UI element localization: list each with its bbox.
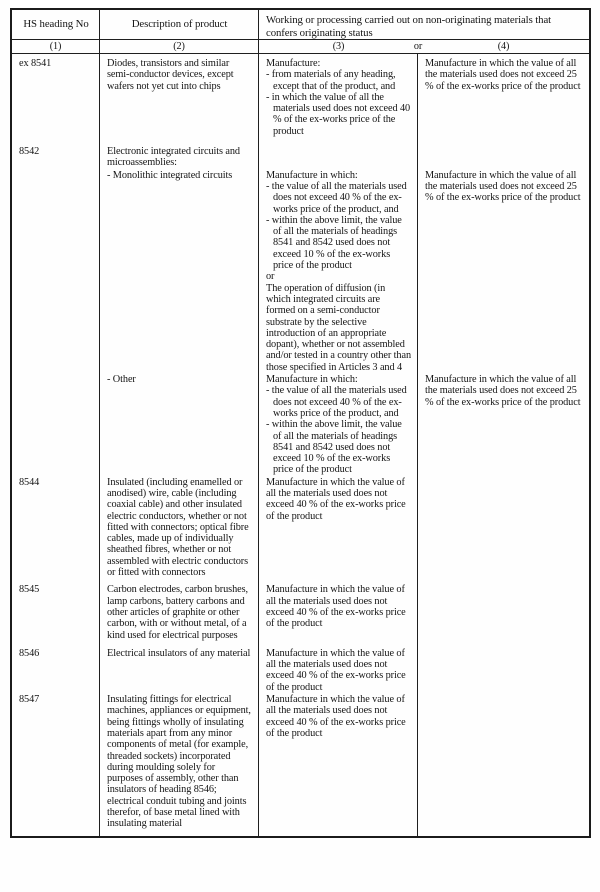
row-8542-monolithic-rule-col4: [418, 169, 589, 373]
cell-paragraph: Manufacture in which the value of all the materials used does not exceed 40 % of the ex-works price of the product: [266, 584, 406, 630]
hs-number: 8545: [19, 584, 40, 596]
row-8542-monolithic-hs-heading: [12, 169, 100, 373]
header-hs-heading-no: HS heading No: [12, 10, 100, 40]
cell-paragraph: Carbon electrodes, carbon brushes, lamp carbons, battery carbons and other articles of graphite or other carbon, with or without metal, of a kind used for electrical purposes: [107, 584, 248, 641]
hs-number: 8542: [19, 146, 40, 158]
row-8542-rule-col4: [418, 137, 589, 169]
row-8545-rule-col4: [418, 578, 589, 640]
cell-paragraph: Manufacture in which the value of all the materials used does not exceed 40 % of the ex-works price of the product: [266, 476, 406, 522]
row-8547-hs-heading: [12, 693, 100, 836]
row-8544-rule-col3: [259, 476, 418, 579]
cell-paragraph: Electrical insulators of any material: [107, 647, 251, 659]
column-number-4: (4): [497, 41, 510, 52]
row-ex8541-rule-col3: [259, 54, 418, 137]
cell-paragraph: - Monolithic integrated circuits: [107, 169, 233, 181]
cell-paragraph: - in which the value of all the materials used does not exceed 40 % of the ex-works price of the product: [266, 91, 411, 137]
cell-paragraph: Diodes, transistors and similar semi-conductor devices, except wafers not yet cut into chips: [107, 58, 234, 92]
cell-paragraph: - within the above limit, the value of all the materials of headings 8541 and 8542 used does not exceed 10 % of the ex-works price of the product: [266, 214, 402, 272]
cell-paragraph: Insulating fittings for electrical machines, appliances or equipment, being fittings wholly of insulating materials apart from any minor components of metal (for example, threaded sockets) incorporated during moulding solely for purposes of assembly, other than insulators of heading 8546; electrical conduit tubing and joints therefor, of base metal lined with insulating material: [107, 694, 251, 830]
cell-paragraph: Manufacture in which:: [266, 374, 358, 386]
cell-paragraph: Manufacture in which the value of all the materials used does not exceed 40 % of the ex-works price of the product: [266, 647, 406, 693]
row-8547-rule-col3: [259, 693, 418, 836]
cell-paragraph: Manufacture in which:: [266, 169, 358, 181]
row-ex8541-rule-col4: [418, 54, 589, 137]
row-8544-rule-col4: [418, 476, 589, 579]
cell-paragraph: - Other: [107, 374, 136, 386]
row-ex8541-hs-heading: [12, 54, 100, 137]
cell-paragraph: The operation of diffusion (in which integrated circuits are formed on a semi-conductor substrate by the selective introduction of an appropriate dopant), whether or not assembled and/or tested in a country other than those specified in Articles 3 and 4: [266, 282, 411, 373]
row-8542-hs-heading: [12, 137, 100, 169]
cell-paragraph: - the value of all the materials used does not exceed 40 % of the ex-works price of the product, and: [266, 385, 407, 419]
cell-paragraph: Manufacture in which the value of all the materials used does not exceed 25 % of the ex-works price of the product: [425, 58, 581, 92]
cell-paragraph: Manufacture in which the value of all the materials used does not exceed 25 % of the ex-works price of the product: [425, 374, 581, 408]
cell-paragraph: - within the above limit, the value of all the materials of headings 8541 and 8542 used does not exceed 10 % of the ex-works price of the product: [266, 419, 402, 476]
row-8542-other-rule-col4: [418, 373, 589, 476]
row-8542-monolithic-description: [100, 169, 259, 373]
row-8542-other-description: [100, 373, 259, 476]
cell-paragraph: Manufacture in which the value of all the materials used does not exceed 40 % of the ex-works price of the product: [266, 694, 406, 739]
row-8542-other-rule-col3: [259, 373, 418, 476]
cell-paragraph: or: [266, 271, 275, 283]
row-8544-hs-heading: [12, 476, 100, 579]
column-number-3: (3): [332, 41, 345, 52]
row-8544-description: [100, 476, 259, 579]
column-number-2: (2): [100, 40, 259, 54]
row-8542-other-hs-heading: [12, 373, 100, 476]
row-8545-hs-heading: [12, 578, 100, 640]
cell-paragraph: Manufacture in which the value of all the materials used does not exceed 25 % of the ex-works price of the product: [425, 169, 581, 204]
row-8542-description: [100, 137, 259, 169]
column-number-or-label: or: [413, 41, 423, 52]
row-8547-rule-col4: [418, 693, 589, 836]
row-8545-description: [100, 578, 259, 640]
hs-number: ex 8541: [19, 58, 52, 69]
cell-paragraph: - the value of all the materials used does not exceed 40 % of the ex-works price of the product, and: [266, 180, 407, 215]
cell-paragraph: Electronic integrated circuits and microassemblies:: [107, 146, 240, 169]
row-8547-description: [100, 693, 259, 836]
column-numbers-3-4: [259, 40, 589, 54]
hs-number: 8544: [19, 476, 40, 488]
hs-number: 8547: [19, 694, 40, 706]
cell-paragraph: - from materials of any heading, except that of the product, and: [266, 69, 396, 92]
column-number-1: (1): [12, 40, 100, 54]
row-8542-rule-col3: [259, 137, 418, 169]
header-description-of-product: Description of product: [100, 10, 259, 40]
header-working-or-processing: Working or processing carried out on non-originating materials that confers originating status: [259, 10, 589, 40]
row-ex8541-description: [100, 54, 259, 137]
hs-number: 8546: [19, 647, 40, 659]
row-8546-rule-col3: [259, 641, 418, 693]
row-8546-rule-col4: [418, 641, 589, 693]
cell-paragraph: Insulated (including enamelled or anodised) wire, cable (including coaxial cable) and other insulated electric conductors, whether or not fitted with connectors; optical fibre cables, made up of individually sheathed fibres, whether or not assembled with electric conductors or fitted with connectors: [107, 476, 249, 579]
row-8546-hs-heading: [12, 641, 100, 693]
origin-rules-table: [10, 8, 591, 838]
row-8546-description: [100, 641, 259, 693]
row-8542-monolithic-rule-col3: [259, 169, 418, 373]
row-8545-rule-col3: [259, 578, 418, 640]
cell-paragraph: Manufacture:: [266, 58, 321, 69]
